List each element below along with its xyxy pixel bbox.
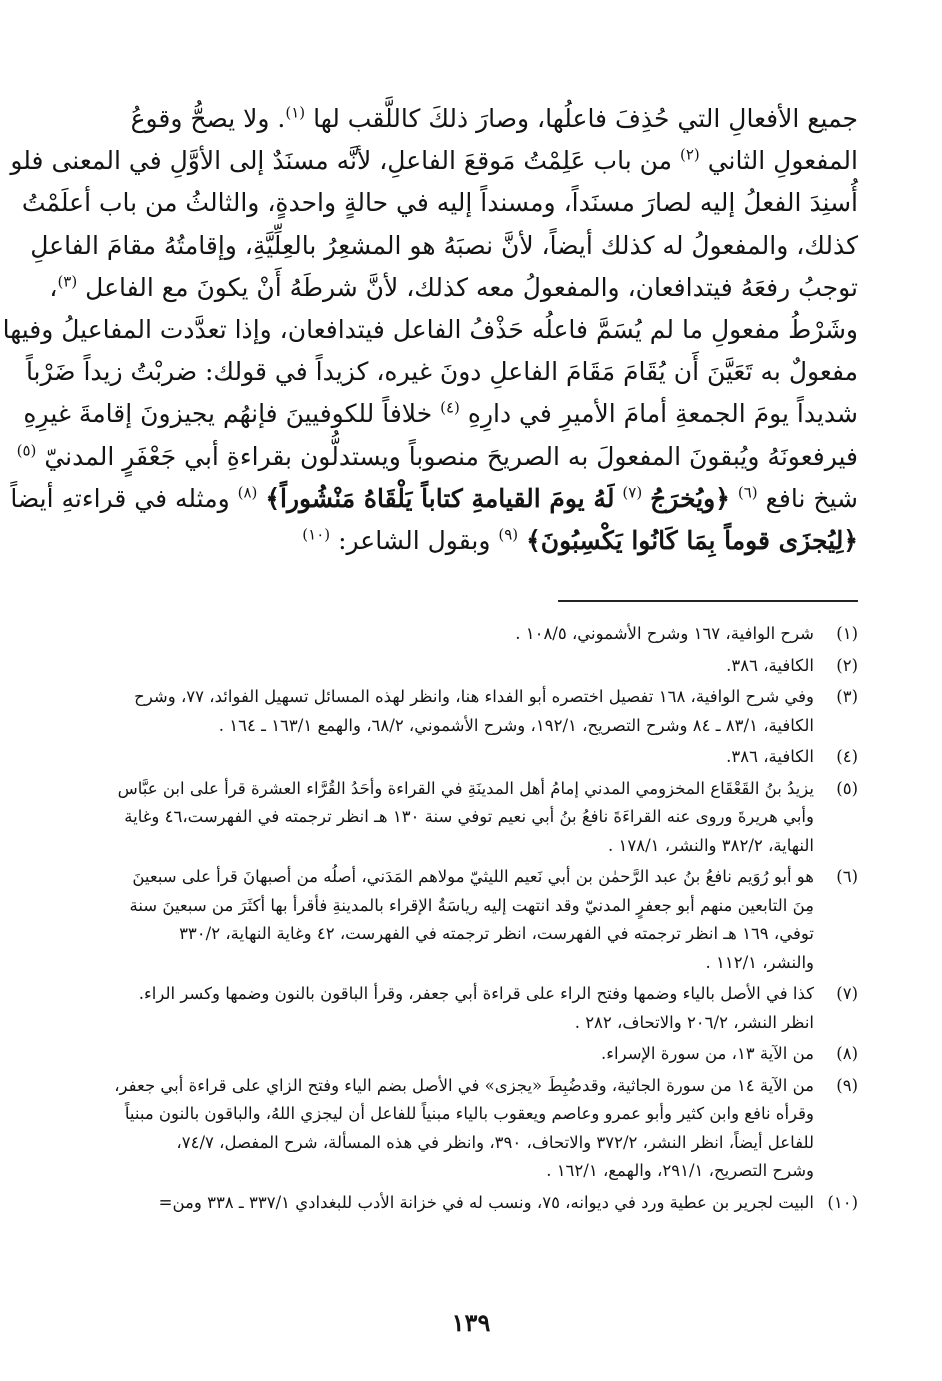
footnote-number: (٧) bbox=[836, 984, 858, 1003]
footnote-ref[interactable]: (٧) bbox=[622, 483, 643, 502]
quran-verse: ﴿ويُخرَجُ bbox=[650, 483, 730, 513]
footnote bbox=[78, 1040, 858, 1069]
footnote-line: للفاعل أيضاً، انظر النشر، ٣٧٢/٢ والاتحاف، ٣٩٠، وانظر في هذه المسألة، شرح المفصل، ٧٤/٧، bbox=[176, 1132, 814, 1152]
footnote-line: النهاية، ٣٨٢/٢ والنشر، ١٧٨/١ . bbox=[608, 835, 814, 855]
footnote-body bbox=[78, 1189, 814, 1218]
footnote-ref[interactable]: (٥) bbox=[16, 441, 37, 460]
quran-verse: ﴿لِيُجزَى قوماً بِمَا كَانُوا يَكْسِبُونَ﴾ bbox=[526, 526, 858, 556]
footnote bbox=[78, 1072, 858, 1186]
footnote-line: مِنَ التابعين منهم أبو جعفرٍ المدنيّ وقد انتهت إليه رياسَةُ الإقراء بالمدينةِ فأقرأ بها أكثَرَ من سبعينَ سنة bbox=[129, 895, 814, 915]
text-line: أُسنِدَ الفعلُ إليه لصارَ مسنَداً، ومسنداً إليه في حالةٍ واحدةٍ، والثالثُ من باب أعلَمْتُ bbox=[21, 188, 858, 218]
footnote-ref[interactable]: (٨) bbox=[237, 483, 258, 502]
footnote-number: (١) bbox=[836, 624, 858, 643]
footnote-body bbox=[78, 863, 814, 977]
footnote-body bbox=[78, 620, 814, 649]
text-line bbox=[10, 478, 858, 520]
footnote-line: هو أبو رُوَيم نافعُ بنُ عبد الرَّحمٰن بن أبي نَعيم الليثيّ مولاهم المَدَني، أصلُه من أصبهانَ قرأ على سبعينَ bbox=[132, 867, 814, 886]
text-line bbox=[16, 436, 858, 478]
footnote-ref[interactable]: (٦) bbox=[737, 483, 758, 502]
footnote-line: وأبي هريرةَ وروى عنه القراءَةَ نافعُ بنُ أبي نعيم توفي سنة ١٣٠ هـ انظر ترجمته في الفهرست،٤٦ وغاية bbox=[124, 807, 814, 826]
footnote bbox=[78, 980, 858, 1037]
footnote-body bbox=[78, 1040, 814, 1069]
text-line bbox=[10, 140, 858, 182]
text-segment: ولا يصحُّ وقوعُ bbox=[130, 104, 270, 133]
footnote-line: من الآية ١٤ من سورة الجاثية، وقدضُبِطَ «يجزى» في الأصل بضم الياء وفتح الزاي على قراءة أبي جعفر، bbox=[114, 1075, 814, 1095]
footnote-line: شرح الوافية، ١٦٧ وشرح الأشموني، ١٠٨/٥ . bbox=[515, 624, 814, 643]
text-segment: ومثله في قراءتهِ أيضاً bbox=[10, 483, 230, 513]
text-line: مفعولٌ به تَعَيَّنَ أَن يُقَامَ مَقَامَ الفاعلِ دونَ غيره، كزيداً في قولك: ضربْتُ زيداً ضَرْباً bbox=[25, 357, 858, 387]
footnote-number: (٦) bbox=[836, 867, 858, 886]
text-segment: شيخ نافع bbox=[765, 483, 858, 513]
footnote-line: وشرح التصريح، ٢٩١/١، والهمع، ١٦٢/١ . bbox=[546, 1161, 814, 1180]
footnote-ref[interactable]: (٤) bbox=[440, 399, 460, 418]
footnote-number: (٣) bbox=[836, 687, 858, 706]
footnote-line: الكافية، ٣٨٦. bbox=[726, 747, 814, 766]
footnote-line: وقرأه نافع وابن كثير وأبو عمرو وعاصم ويعقوب بالياء مبنياً للفاعل أن ليجزي اللهُ، والباقون بالنون مبنياً bbox=[124, 1104, 814, 1123]
text-segment: ، bbox=[49, 272, 58, 302]
footnote-line: انظر النشر، ٢٠٦/٢ والاتحاف، ٢٨٢ . bbox=[574, 1012, 814, 1032]
footnote-line: البيت لجرير بن عطية ورد في ديوانه، ٧٥، ونسب له في خزانة الأدب للبغدادي ٣٣٧/١ ـ ٣٣٨ ومن= bbox=[158, 1192, 814, 1212]
footnote-body bbox=[78, 683, 814, 740]
footnote-number: (٨) bbox=[836, 1044, 858, 1063]
text-segment: وبقول الشاعر: bbox=[338, 526, 491, 556]
footnote-body bbox=[78, 1072, 814, 1186]
text-segment: خلافاً للكوفيينَ فإنهُم يجيزونَ إقامةَ غيرِهِ bbox=[23, 399, 433, 429]
footnote-ref[interactable]: (٣) bbox=[57, 272, 78, 291]
footnote-line: توفي، ١٦٩ هـ انظر ترجمته في الفهرست، انظر ترجمته في الفهرست، ٤٢ وغاية النهاية، ٣٣٠/٢ bbox=[179, 924, 814, 943]
text-segment: توجبُ رفعَهُ فيتدافعان، والمفعولُ معه كذلك، لأنَّ شرطَهُ أَنْ يكونَ مع الفاعل bbox=[85, 272, 858, 302]
footnote-line: الكافية، ٣٨٦. bbox=[726, 655, 814, 675]
text-line: وشَرْطُ مفعولِ ما لم يُسَمَّ فاعلُه حَذْفُ الفاعل فيتدافعان، وإذا تعدَّدت المفاعيلُ وفيها bbox=[2, 315, 858, 345]
footnote-line: كذا في الأصل بالياء وضمها وفتح الراء على قراءة أبي جعفر، وقرأ الباقون بالنون وضمها وكسر الراء. bbox=[138, 984, 814, 1003]
footnote bbox=[78, 863, 858, 977]
text-segment: من باب عَلِمْتُ مَوقعَ الفاعلِ، لأنَّه مسنَدٌ إلى الأوَّلِ في المعنى فلو bbox=[10, 146, 673, 176]
footnote-number: (١٠) bbox=[827, 1192, 858, 1212]
footnote-line: من الآية ١٣، من سورة الإسراء. bbox=[601, 1044, 814, 1063]
footnote-line: وفي شرح الوافية، ١٦٨ تفصيل اختصره أبو الفداء هنا، وانظر لهذه المسائل تسهيل الفوائد، ٧٧، وشرح bbox=[134, 687, 814, 706]
text-line bbox=[84, 520, 858, 562]
quran-verse: لَهُ يومَ القيامةِ كتاباً يَلْقَاهُ مَنْشُوراً﴾ bbox=[265, 483, 615, 513]
page-number: ١٣٩ bbox=[451, 1308, 491, 1337]
footnote bbox=[78, 775, 858, 861]
footnote-number: (٥) bbox=[836, 778, 858, 798]
text-segment: المفعولِ الثاني bbox=[707, 146, 858, 176]
footnote-ref[interactable]: (٢) bbox=[679, 145, 700, 164]
footnote-body bbox=[78, 652, 814, 681]
footnote-number: (٩) bbox=[836, 1075, 858, 1095]
footnote-number: (٢) bbox=[836, 655, 858, 675]
footnote-ref[interactable]: (١٠) bbox=[302, 525, 331, 544]
footnote-body bbox=[78, 775, 814, 861]
footnote-divider bbox=[558, 600, 858, 602]
footnote-body bbox=[78, 743, 814, 772]
text-segment: فيرفعونَهُ ويُبقونَ المفعولَ به الصريحَ منصوباً ويستدلُّون بقراءةِ أبي جَعْفَرٍ المدنيّ bbox=[44, 441, 858, 471]
footnote-line: يزيدُ بنُ القَعْقَاع المخزومي المدني إمامُ أهل المدينَةِ في القراءة وأحَدُ القُرَّاء العشرة قرأ على ابن عبَّاس bbox=[117, 778, 814, 798]
text-line: جميع الأفعالِ التي حُذِفَ فاعلُها، وصارَ ذلكَ كاللَّقب لها $^{(١)}$. ولا يصحُّ وقوعُ bbox=[130, 103, 858, 133]
footnotes bbox=[78, 620, 858, 1220]
footnote-ref[interactable]: (١) bbox=[285, 103, 306, 122]
main-text bbox=[2, 98, 858, 562]
footnote bbox=[78, 683, 858, 740]
text-segment: جميع الأفعالِ التي حُذِفَ فاعلُها، وصارَ ذلكَ كاللَّقب لها bbox=[313, 104, 858, 133]
footnote bbox=[78, 1189, 858, 1218]
text-segment: شديداً يومَ الجمعةِ أمامَ الأميرِ في دارِهِ bbox=[467, 399, 858, 429]
footnote-ref[interactable]: (٩) bbox=[498, 525, 519, 544]
footnote bbox=[78, 743, 858, 772]
footnote-line: والنشر، ١١٢/١ . bbox=[705, 952, 814, 972]
footnote bbox=[78, 652, 858, 681]
footnote-body bbox=[78, 980, 814, 1037]
text-line: كذلك، والمفعولُ له كذلك أيضاً، لأنَّ نصبَهُ هو المشعِرُ بالعِلِّيَّةِ، وإقامتُهُ مقامَ الفاعلِ bbox=[30, 230, 858, 260]
footnote bbox=[78, 620, 858, 649]
text-line bbox=[49, 267, 858, 309]
footnote-number: (٤) bbox=[836, 747, 858, 766]
footnote-line: الكافية، ٨٣/١ ـ ٨٤ وشرح التصريح، ١٩٢/١، وشرح الأشموني، ٦٨/٢، والهمع ١٦٣/١ ـ ١٦٤ . bbox=[218, 715, 814, 735]
text-line bbox=[23, 393, 858, 435]
